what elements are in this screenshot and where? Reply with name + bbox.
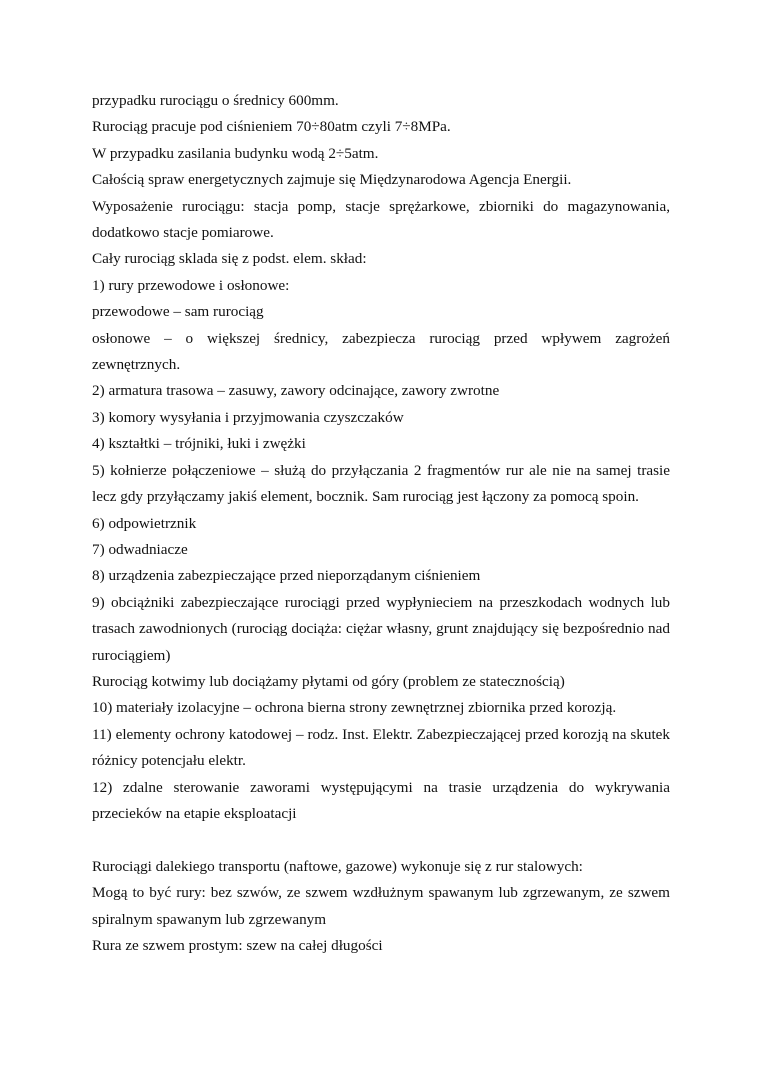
list-item: 12) zdalne sterowanie zaworami występującymi na trasie urządzenia do wykrywania przecieków na etapie eksploatacji [92,778,670,822]
list-item: 8) urządzenia zabezpieczające przed nieporządanym ciśnieniem [92,567,481,585]
text-line: przypadku rurociągu o średnicy 600mm. [92,92,339,109]
text-line: W przypadku zasilania budynku wodą 2÷5atm. [92,144,379,162]
list-item: 9) obciążniki zabezpieczające rurociągi przed wypłynieciem na przeszkodach wodnych lub trasach zawodnionych (rurociąg dociąża: ciężar własny, grunt znajdujący się bezpośrednio nad rurociągiem) [92,593,670,664]
text-line: Rura ze szwem prostym: szew na całej długości [92,936,383,954]
text-line: Rurociągi dalekiego transportu (naftowe, gazowe) wykonuje się z rur stalowych: [92,857,583,875]
list-item: 6) odpowietrznik [92,514,197,532]
list-item: 4) kształtki – trójniki, łuki i zwężki [92,435,306,453]
text-paragraph: osłonowe – o większej średnicy, zabezpiecza rurociąg przed wpływem zagrożeń zewnętrznych. [92,329,670,374]
list-item: 1) rury przewodowe i osłonowe: [92,276,290,294]
text-paragraph: Wyposażenie rurociągu: stacja pomp, stacje sprężarkowe, zbiorniki do magazynowania, dodatkowo stacje pomiarowe. [92,197,670,242]
list-item: 7) odwadniacze [92,540,188,558]
text-line: przewodowe – sam rurociąg [92,303,264,321]
text-paragraph: Mogą to być rury: bez szwów, ze szwem wzdłużnym spawanym lub zgrzewanym, ze szwem spiralnym spawanym lub zgrzewanym [92,884,670,928]
text-line: Całością spraw energetycznych zajmuje się Międzynarodowa Agencja Energii. [92,171,572,189]
list-item: 3) komory wysyłania i przyjmowania czyszczaków [92,408,404,426]
list-item: 5) kołnierze połączeniowe – służą do przyłączania 2 fragmentów rur ale nie na samej trasie lecz gdy przyłączamy jakiś element, bocznik. Sam rurociąg jest łączony za pomocą spoin. [92,461,670,506]
text-line: Rurociąg kotwimy lub dociążamy płytami od góry (problem ze statecznością) [92,672,565,690]
text-line: Rurociąg pracuje pod ciśnieniem 70÷80atm czyli 7÷8MPa. [92,118,451,136]
document-body [92,88,670,959]
list-item: 11) elementy ochrony katodowej – rodz. Inst. Elektr. Zabezpieczającej przed korozją na skutek różnicy potencjału elektr. [92,725,670,770]
text-line: Cały rurociąg sklada się z podst. elem. skład: [92,250,367,268]
paragraph-gap [92,827,670,853]
list-item: 10) materiały izolacyjne – ochrona bierna strony zewnętrznej zbiornika przed korozją. [92,699,617,717]
list-item: 2) armatura trasowa – zasuwy, zawory odcinające, zawory zwrotne [92,382,500,400]
